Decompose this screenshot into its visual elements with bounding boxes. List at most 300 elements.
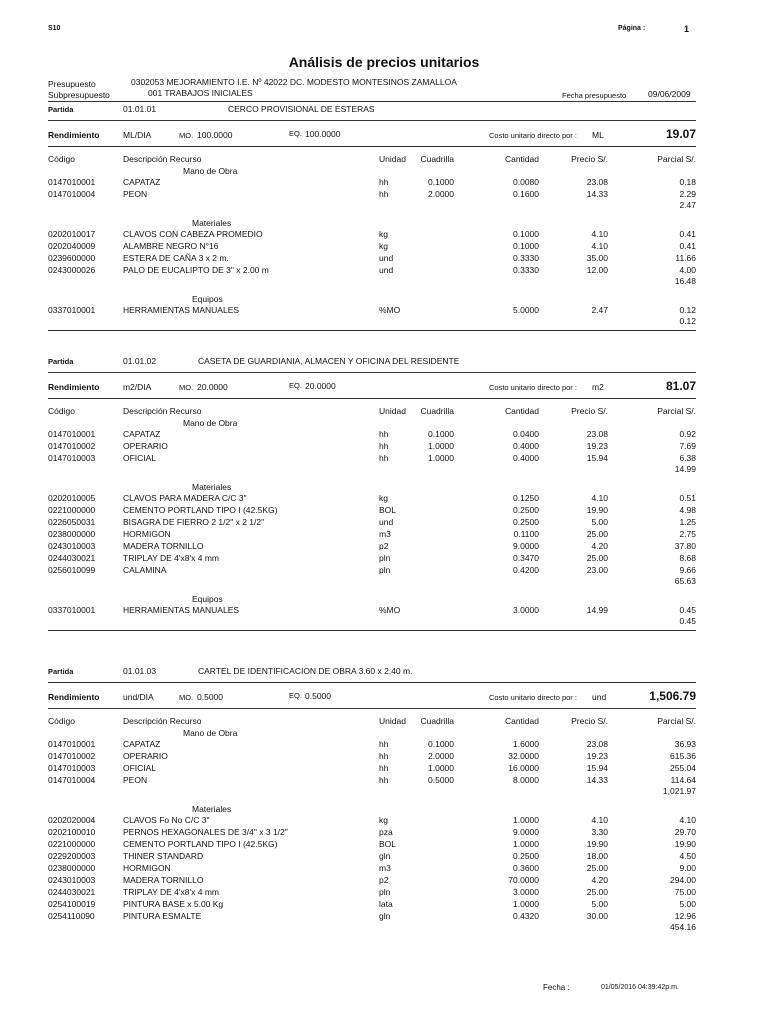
resource-code: 0147010002 (48, 441, 96, 451)
resource-description: CAPATAZ (123, 429, 161, 439)
resource-unit: gln (379, 911, 391, 921)
col-cuadrilla: Cuadrilla (420, 154, 454, 164)
resource-cantidad: 0.1000 (513, 241, 539, 251)
divider (48, 682, 696, 683)
partida-label: Partida (48, 667, 74, 676)
divider (48, 708, 696, 709)
resource-precio: 19.90 (586, 839, 608, 849)
resource-precio: 18.00 (586, 851, 608, 861)
resource-unit: kg (379, 815, 388, 825)
mo-label: MO. (179, 383, 194, 392)
resource-unit: kg (379, 493, 388, 503)
col-cantidad: Cantidad (504, 154, 539, 164)
col-descripcion: Descripción Recurso (123, 154, 202, 164)
group-subtotal-mano_obra: 14.99 (674, 464, 696, 474)
resource-row (0, 453, 768, 465)
resource-code: 0221000000 (48, 505, 96, 515)
costo-label: Costo unitario directo por : (489, 693, 577, 702)
resource-cantidad: 1.0000 (513, 815, 539, 825)
resource-code: 0244030021 (48, 887, 96, 897)
resource-row (0, 763, 768, 775)
resource-description: TRIPLAY DE 4'x8'x 4 mm (123, 553, 219, 563)
eq-value: 100.0000 (305, 129, 341, 139)
resource-cantidad: 0.4000 (513, 453, 539, 463)
resource-description: PINTURA BASE x 5.00 Kg (123, 899, 224, 909)
resource-precio: 25.00 (586, 863, 608, 873)
group-subtotal-equipos: 0.12 (679, 316, 696, 326)
presupuesto-value: 0302053 MEJORAMIENTO I.E. Nº 42022 DC. MODESTO MONTESINOS ZAMALLOA (131, 77, 457, 87)
resource-precio: 15.94 (586, 453, 608, 463)
resource-cantidad: 0.1250 (513, 493, 539, 503)
resource-row (0, 241, 768, 253)
resource-unit: hh (379, 177, 389, 187)
resource-precio: 23.08 (586, 177, 608, 187)
resource-precio: 23.08 (586, 429, 608, 439)
resource-precio: 14.33 (586, 189, 608, 199)
resource-code: 0147010003 (48, 453, 96, 463)
resource-cantidad: 0.3470 (513, 553, 539, 563)
partida-label: Partida (48, 357, 74, 366)
costo-value: 81.07 (665, 379, 696, 393)
resource-precio: 19.23 (586, 441, 608, 451)
page-label: Página : (618, 25, 646, 32)
col-cuadrilla: Cuadrilla (420, 406, 454, 416)
resource-row (0, 911, 768, 923)
resource-code: 0254110090 (48, 911, 95, 921)
resource-unit: m3 (379, 863, 391, 873)
resource-precio: 5.00 (591, 517, 608, 527)
resource-description: CLAVOS PARA MADERA C/C 3" (123, 493, 247, 503)
resource-parcial: 0.45 (679, 605, 696, 615)
resource-cantidad: 0.1600 (513, 189, 539, 199)
resource-cantidad: 0.4200 (513, 565, 539, 575)
resource-description: OFICIAL (123, 453, 157, 463)
resource-parcial: 37.80 (674, 541, 696, 551)
resource-unit: und (379, 265, 394, 275)
resource-description: HORMIGON (123, 529, 171, 539)
resource-code: 0147010001 (48, 429, 96, 439)
resource-row (0, 265, 768, 277)
partida-code: 01.01.02 (123, 356, 157, 366)
resource-unit: lata (379, 899, 393, 909)
resource-row (0, 529, 768, 541)
resource-unit: BOL (379, 839, 397, 849)
fecha-presupuesto-value: 09/06/2009 (648, 89, 691, 99)
resource-row (0, 827, 768, 839)
eq-value: 0.5000 (305, 691, 331, 701)
resource-unit: und (379, 253, 394, 263)
resource-cantidad: 0.4000 (513, 441, 539, 451)
resource-cantidad: 0.4320 (513, 911, 539, 921)
divider (48, 146, 696, 147)
resource-description: CAPATAZ (123, 739, 161, 749)
resource-unit: und (379, 517, 394, 527)
page-title: Análisis de precios unitarios (288, 54, 480, 70)
resource-cantidad: 9.0000 (513, 541, 539, 551)
footer-fecha-value: 01/05/2016 04:39:42p.m. (601, 984, 679, 991)
resource-description: ALAMBRE NEGRO N°16 (123, 241, 219, 251)
costo-label: Costo unitario directo por : (489, 383, 577, 392)
rendimiento-unit: m2/DIA (123, 382, 152, 392)
resource-row (0, 899, 768, 911)
divider (48, 398, 696, 399)
resource-cantidad: 5.0000 (513, 305, 539, 315)
resource-description: CLAVOS CON CABEZA PROMEDIO (123, 229, 263, 239)
column-header-row (0, 406, 768, 418)
resource-row (0, 493, 768, 505)
resource-unit: hh (379, 453, 389, 463)
mo-value: 0.5000 (197, 692, 223, 702)
resource-description: HERRAMIENTAS MANUALES (123, 605, 240, 615)
resource-precio: 5.00 (591, 899, 608, 909)
mo-label: MO. (179, 693, 194, 702)
resource-cuadrilla: 0.1000 (428, 429, 454, 439)
resource-cantidad: 0.1000 (513, 229, 539, 239)
rendimiento-unit: und/DIA (123, 692, 154, 702)
col-parcial: Parcial S/. (657, 154, 696, 164)
footer-fecha-label: Fecha : (543, 983, 570, 992)
resource-cantidad: 0.0080 (513, 177, 539, 187)
resource-parcial: 615.36 (670, 751, 696, 761)
resource-parcial: 294.00 (670, 875, 696, 885)
resource-code: 0202100010 (48, 827, 96, 837)
resource-row (0, 541, 768, 553)
resource-parcial: 5.00 (679, 899, 696, 909)
resource-code: 0244030021 (48, 553, 96, 563)
partida-name: CASETA DE GUARDIANIA, ALMACEN Y OFICINA DEL RESIDENTE (198, 356, 460, 366)
resource-precio: 12.00 (586, 265, 608, 275)
subpresupuesto-label: Subpresupuesto (48, 90, 110, 100)
col-parcial: Parcial S/. (657, 716, 696, 726)
costo-value: 19.07 (665, 127, 696, 141)
resource-row (0, 605, 768, 617)
resource-precio: 2.47 (591, 305, 608, 315)
resource-cantidad: 1.0000 (513, 899, 539, 909)
resource-cantidad: 0.0400 (513, 429, 539, 439)
resource-code: 0239600000 (48, 253, 96, 263)
group-title-mano_obra: Mano de Obra (183, 418, 238, 428)
partida-code: 01.01.03 (123, 666, 157, 676)
resource-cantidad: 0.1100 (513, 529, 539, 539)
resource-parcial: 4.50 (679, 851, 696, 861)
resource-row (0, 177, 768, 189)
resource-parcial: 6.38 (679, 453, 696, 463)
col-unidad: Unidad (379, 716, 406, 726)
resource-parcial: 8.68 (679, 553, 696, 563)
resource-cantidad: 8.0000 (513, 775, 539, 785)
resource-precio: 15.94 (586, 763, 608, 773)
column-header-row (0, 716, 768, 728)
group-subtotal-materiales: 65.63 (674, 576, 696, 586)
col-precio: Precio S/. (571, 154, 608, 164)
column-header-row (0, 154, 768, 166)
resource-parcial: 255.04 (670, 763, 696, 773)
resource-row (0, 305, 768, 317)
resource-unit: gln (379, 851, 391, 861)
rendimiento-label: Rendimiento (48, 130, 100, 140)
group-subtotal-materiales: 454.16 (670, 922, 696, 932)
resource-code: 0254100019 (48, 899, 96, 909)
col-precio: Precio S/. (571, 716, 608, 726)
resource-parcial: 7.69 (679, 441, 696, 451)
resource-code: 0221000000 (48, 839, 96, 849)
resource-row (0, 751, 768, 763)
resource-unit: %MO (379, 605, 401, 615)
group-title-materiales: Materiales (192, 804, 232, 814)
resource-unit: kg (379, 241, 388, 251)
resource-description: THINER STANDARD (123, 851, 204, 861)
resource-cuadrilla: 0.1000 (428, 177, 454, 187)
group-subtotal-materiales: 16.48 (674, 276, 696, 286)
resource-unit: p2 (379, 541, 389, 551)
resource-precio: 14.99 (586, 605, 608, 615)
resource-unit: hh (379, 189, 389, 199)
resource-description: PEON (123, 775, 148, 785)
resource-code: 0243010003 (48, 875, 96, 885)
group-subtotal-equipos: 0.45 (679, 616, 696, 626)
resource-unit: pln (379, 887, 391, 897)
resource-row (0, 739, 768, 751)
resource-description: OPERARIO (123, 441, 168, 451)
resource-cuadrilla: 1.0000 (428, 763, 454, 773)
resource-precio: 19.90 (586, 505, 608, 515)
resource-cantidad: 0.2500 (513, 505, 539, 515)
resource-parcial: 0.18 (679, 177, 696, 187)
eq-label: EQ. (289, 381, 302, 390)
resource-cuadrilla: 2.0000 (428, 751, 454, 761)
resource-parcial: 2.75 (679, 529, 696, 539)
resource-precio: 25.00 (586, 887, 608, 897)
costo-value: 1,506.79 (649, 689, 696, 703)
resource-row (0, 775, 768, 787)
resource-row (0, 887, 768, 899)
group-subtotal-mano_obra: 1,021.97 (662, 786, 696, 796)
resource-cuadrilla: 2.0000 (428, 189, 454, 199)
resource-unit: m3 (379, 529, 391, 539)
presupuesto-label: Presupuesto (48, 79, 96, 89)
resource-unit: kg (379, 229, 388, 239)
divider (48, 120, 696, 121)
col-unidad: Unidad (379, 154, 406, 164)
mo-value: 100.0000 (197, 130, 233, 140)
rendimiento-label: Rendimiento (48, 382, 100, 392)
resource-code: 0202010017 (48, 229, 96, 239)
col-descripcion: Descripción Recurso (123, 716, 202, 726)
resource-row (0, 229, 768, 241)
report-code: S10 (48, 25, 61, 32)
resource-precio: 23.00 (586, 565, 608, 575)
resource-row (0, 505, 768, 517)
resource-parcial: 4.10 (679, 815, 696, 825)
mo-label: MO. (179, 131, 194, 140)
resource-row (0, 553, 768, 565)
resource-code: 0238000000 (48, 863, 96, 873)
resource-parcial: 29.70 (674, 827, 696, 837)
resource-row (0, 565, 768, 577)
resource-parcial: 36.93 (674, 739, 696, 749)
col-parcial: Parcial S/. (657, 406, 696, 416)
resource-precio: 4.10 (591, 815, 608, 825)
rendimiento-label: Rendimiento (48, 692, 100, 702)
divider (48, 330, 696, 331)
resource-code: 0256010099 (48, 565, 96, 575)
resource-description: ESTERA DE CAÑA 3 x 2 m. (123, 253, 229, 263)
partida-code: 01.01.01 (123, 104, 157, 114)
resource-code: 0147010004 (48, 775, 96, 785)
col-descripcion: Descripción Recurso (123, 406, 202, 416)
resource-parcial: 9.66 (679, 565, 696, 575)
resource-unit: hh (379, 751, 389, 761)
resource-cantidad: 3.0000 (513, 887, 539, 897)
resource-description: BISAGRA DE FIERRO 2 1/2" x 2 1/2" (123, 517, 265, 527)
resource-parcial: 0.41 (679, 241, 696, 251)
resource-parcial: 0.12 (679, 305, 696, 315)
resource-parcial: 9.00 (679, 863, 696, 873)
resource-unit: pza (379, 827, 393, 837)
resource-description: CEMENTO PORTLAND TIPO I (42.5KG) (123, 839, 278, 849)
resource-parcial: 4.00 (679, 265, 696, 275)
col-precio: Precio S/. (571, 406, 608, 416)
resource-cantidad: 9.0000 (513, 827, 539, 837)
resource-precio: 4.20 (591, 541, 608, 551)
divider (48, 372, 696, 373)
resource-parcial: 4.98 (679, 505, 696, 515)
costo-label: Costo unitario directo por : (489, 131, 577, 140)
resource-parcial: 114.64 (670, 775, 696, 785)
resource-description: PEON (123, 189, 148, 199)
resource-parcial: 2.29 (679, 189, 696, 199)
fecha-presupuesto-label: Fecha presupuesto (562, 91, 627, 100)
resource-description: HERRAMIENTAS MANUALES (123, 305, 240, 315)
resource-parcial: 0.41 (679, 229, 696, 239)
resource-precio: 25.00 (586, 529, 608, 539)
resource-description: CLAVOS Fo No C/C 3" (123, 815, 210, 825)
resource-code: 0243010003 (48, 541, 96, 551)
group-title-mano_obra: Mano de Obra (183, 166, 238, 176)
resource-cantidad: 16.0000 (508, 763, 539, 773)
resource-code: 0243000026 (48, 265, 96, 275)
col-cantidad: Cantidad (504, 406, 539, 416)
col-codigo: Código (48, 716, 75, 726)
resource-code: 0147010001 (48, 177, 96, 187)
resource-cantidad: 0.3600 (513, 863, 539, 873)
resource-row (0, 189, 768, 201)
group-title-materiales: Materiales (192, 482, 232, 492)
resource-cantidad: 3.0000 (513, 605, 539, 615)
resource-code: 0147010001 (48, 739, 96, 749)
resource-code: 0226050031 (48, 517, 96, 527)
resource-unit: hh (379, 441, 389, 451)
divider (48, 630, 696, 631)
resource-code: 0229200003 (48, 851, 96, 861)
eq-label: EQ. (289, 129, 302, 138)
divider (48, 101, 696, 102)
resource-unit: hh (379, 429, 389, 439)
resource-description: PINTURA ESMALTE (123, 911, 202, 921)
resource-code: 0202040009 (48, 241, 96, 251)
resource-cantidad: 0.2500 (513, 851, 539, 861)
resource-parcial: 0.92 (679, 429, 696, 439)
resource-parcial: 75.00 (674, 887, 696, 897)
col-unidad: Unidad (379, 406, 406, 416)
partida-name: CARTEL DE IDENTIFICACION DE OBRA 3.60 x 2.40 m. (198, 666, 413, 676)
page-number: 1 (684, 24, 690, 34)
rendimiento-unit: ML/DIA (123, 130, 152, 140)
group-title-materiales: Materiales (192, 218, 232, 228)
col-cuadrilla: Cuadrilla (420, 716, 454, 726)
resource-description: OFICIAL (123, 763, 157, 773)
resource-unit: hh (379, 775, 389, 785)
group-subtotal-mano_obra: 2.47 (679, 200, 696, 210)
partida-name: CERCO PROVISIONAL DE ESTERAS (228, 104, 375, 114)
col-codigo: Código (48, 406, 75, 416)
resource-row (0, 863, 768, 875)
resource-code: 0337010001 (48, 605, 96, 615)
col-cantidad: Cantidad (504, 716, 539, 726)
resource-cantidad: 1.6000 (513, 739, 539, 749)
resource-code: 0202010005 (48, 493, 96, 503)
resource-parcial: 12.96 (674, 911, 696, 921)
resource-cuadrilla: 0.5000 (428, 775, 454, 785)
resource-description: CEMENTO PORTLAND TIPO I (42.5KG) (123, 505, 278, 515)
costo-unit: m2 (592, 382, 604, 392)
resource-precio: 19.23 (586, 751, 608, 761)
resource-row (0, 815, 768, 827)
partida-label: Partida (48, 105, 74, 114)
resource-description: TRIPLAY DE 4'x8'x 4 mm (123, 887, 219, 897)
resource-cantidad: 1.0000 (513, 839, 539, 849)
resource-precio: 14.33 (586, 775, 608, 785)
resource-code: 0147010002 (48, 751, 96, 761)
resource-row (0, 429, 768, 441)
group-title-equipos: Equipos (192, 594, 223, 604)
resource-code: 0238000000 (48, 529, 96, 539)
resource-row (0, 875, 768, 887)
resource-description: MADERA TORNILLO (123, 541, 204, 551)
resource-row (0, 517, 768, 529)
resource-unit: BOL (379, 505, 397, 515)
resource-code: 0202020004 (48, 815, 96, 825)
resource-cantidad: 0.3330 (513, 253, 539, 263)
group-title-mano_obra: Mano de Obra (183, 728, 238, 738)
resource-description: PALO DE EUCALIPTO DE 3" x 2.00 m (123, 265, 269, 275)
resource-precio: 25.00 (586, 553, 608, 563)
group-title-equipos: Equipos (192, 294, 223, 304)
resource-precio: 30.00 (586, 911, 608, 921)
resource-cantidad: 70.0000 (508, 875, 539, 885)
resource-parcial: 1.25 (679, 517, 696, 527)
resource-unit: hh (379, 763, 389, 773)
resource-parcial: 19.90 (674, 839, 696, 849)
mo-value: 20.0000 (197, 382, 228, 392)
resource-code: 0147010003 (48, 763, 96, 773)
resource-parcial: 0.51 (679, 493, 696, 503)
resource-precio: 35.00 (586, 253, 608, 263)
resource-precio: 4.10 (591, 241, 608, 251)
resource-unit: %MO (379, 305, 401, 315)
resource-cantidad: 0.2500 (513, 517, 539, 527)
resource-description: CAPATAZ (123, 177, 161, 187)
resource-row (0, 839, 768, 851)
resource-precio: 4.10 (591, 229, 608, 239)
col-codigo: Código (48, 154, 75, 164)
resource-parcial: 11.66 (675, 253, 696, 263)
resource-unit: hh (379, 739, 389, 749)
costo-unit: ML (592, 130, 604, 140)
resource-row (0, 253, 768, 265)
subpresupuesto-value: 001 TRABAJOS INICIALES (148, 88, 253, 98)
resource-cantidad: 0.3330 (513, 265, 539, 275)
